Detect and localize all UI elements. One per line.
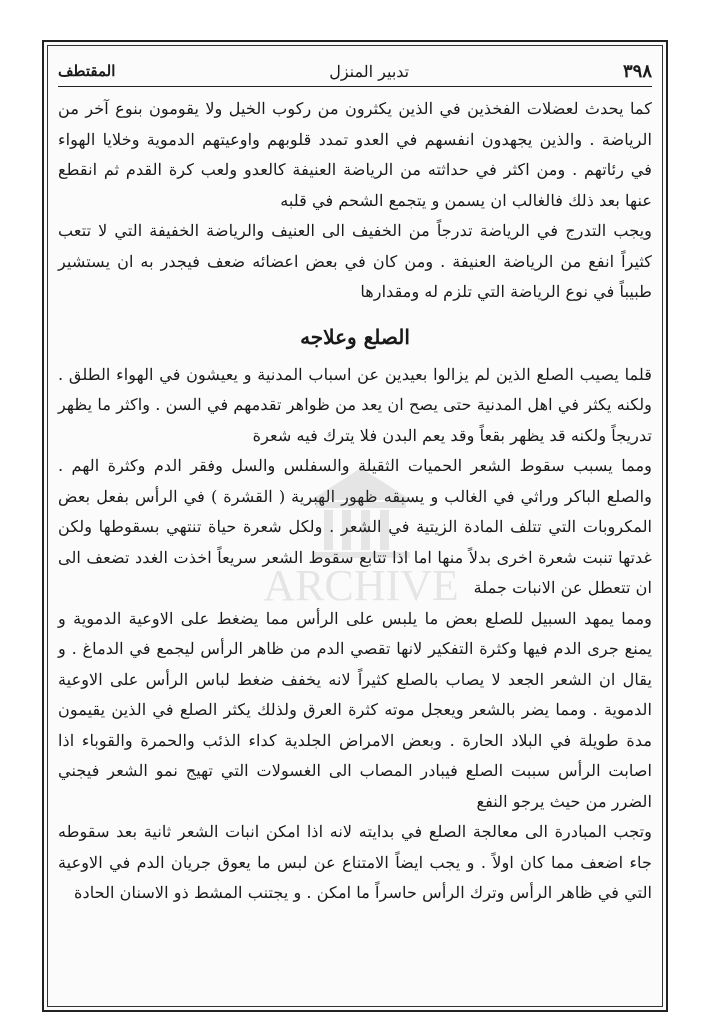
page-number: ٣٩٨ [622, 60, 652, 82]
section-paragraph-3: ومما يمهد السبيل للصلع بعض ما يلبس على الرأس مما يضغط على الاوعية الدموية و يمنع جرى الدم فيها وكثرة التفكير لانها تقصي الدم من ظاهر الرأس ليجمع في الدماغ . و يقال ان الشعر الجعد لا يصاب بالصلع كثيراً لانه يخفف ضغط لباس الرأس على الاوعية الدموية . ومما يضر بالشعر ويعجل موته كثرة العرق ولذلك يكثر الصلع في الذين يقيمون مدة طويلة في البلاد الحارة . وبعض الامراض الجلدية كداء الذئب والحمرة والقوباء اذا اصابت الرأس سببت الصلع فيبادر المصاب الى الغسولات التي تهيج نمو الشعر فيجني الضرر من حيث يرجو النفع [58, 608, 652, 811]
paragraph-1: كما يحدث لعضلات الفخذين في الذين يكثرون من ركوب الخيل ولا يقومون بنوع آخر من الرياضة . والذين يجهدون انفسهم في العدو تمدد قلوبهم واوعيتهم الدموية وخلايا الهواء في رئاتهم . ومن اكثر في حداثته من الرياضة العنيفة كالعدو ولعب كرة القدم ثم انقطع عنها بعد ذلك فالغالب ان يسمن و يتجمع الشحم في قلبه [58, 99, 652, 210]
section-paragraph-4: وتجب المبادرة الى معالجة الصلع في بدايته لانه اذا امكن انبات الشعر ثانية بعد سقوطه جاء اضعف مما كان اولاً . و يجب ايضاً الامتناع عن لبس ما يعوق جريان الدم في الاوعية التي في ظاهر الرأس وترك الرأس حاسراً ما امكن . و يجتنب المشط ذو الاسنان الحادة [58, 822, 652, 902]
section-paragraph-2: ومما يسبب سقوط الشعر الحميات الثقيلة والسفلس والسل وفقر الدم وكثرة الهم . والصلع الباكر وراثي في الغالب و يسبقه ظهور الهبرية ( القشرة ) في الرأس بفعل بعض المكروبات التي تتلف المادة الزيتية في الشعر . ولكل شعرة حياة تنتهي بسقوطها ولكن غدتها تنبت شعرة اخرى بدلاً منها اما اذا تتابع سقوط الشعر سريعاً اخذت الغدد تضعف الى ان تتعطل عن الانبات جملة [58, 456, 652, 597]
page-body [58, 94, 652, 1000]
magazine-name: المقتطف [58, 62, 116, 80]
section-paragraph-1: قلما يصيب الصلع الذين لم يزالوا بعيدين عن اسباب المدنية و يعيشون في الهواء الطلق . ولكنه يكثر في اهل المدنية حتى يصح ان يعد من ظواهر تقدمهم في السن . واكثر ما يظهر تدريجاً ولكنه قد يظهر بقعاً وقد يعم البدن فلا يترك فيه شعرة [58, 364, 652, 445]
paragraph-2: ويجب التدرج في الرياضة تدرجاً من الخفيف الى العنيف والرياضة الخفيفة التي لا تتعب كثيراً انفع من الرياضة العنيفة . ومن كان في بعض اعضائه ضعف فيجدر به ان يستشير طبيباً في نوع الرياضة التي تلزم له ومقدارها [58, 221, 652, 301]
running-title: تدبير المنزل [329, 61, 410, 81]
page-header [58, 56, 652, 87]
book-page [42, 40, 668, 1012]
section-title: الصلع وعلاجه [300, 324, 410, 349]
